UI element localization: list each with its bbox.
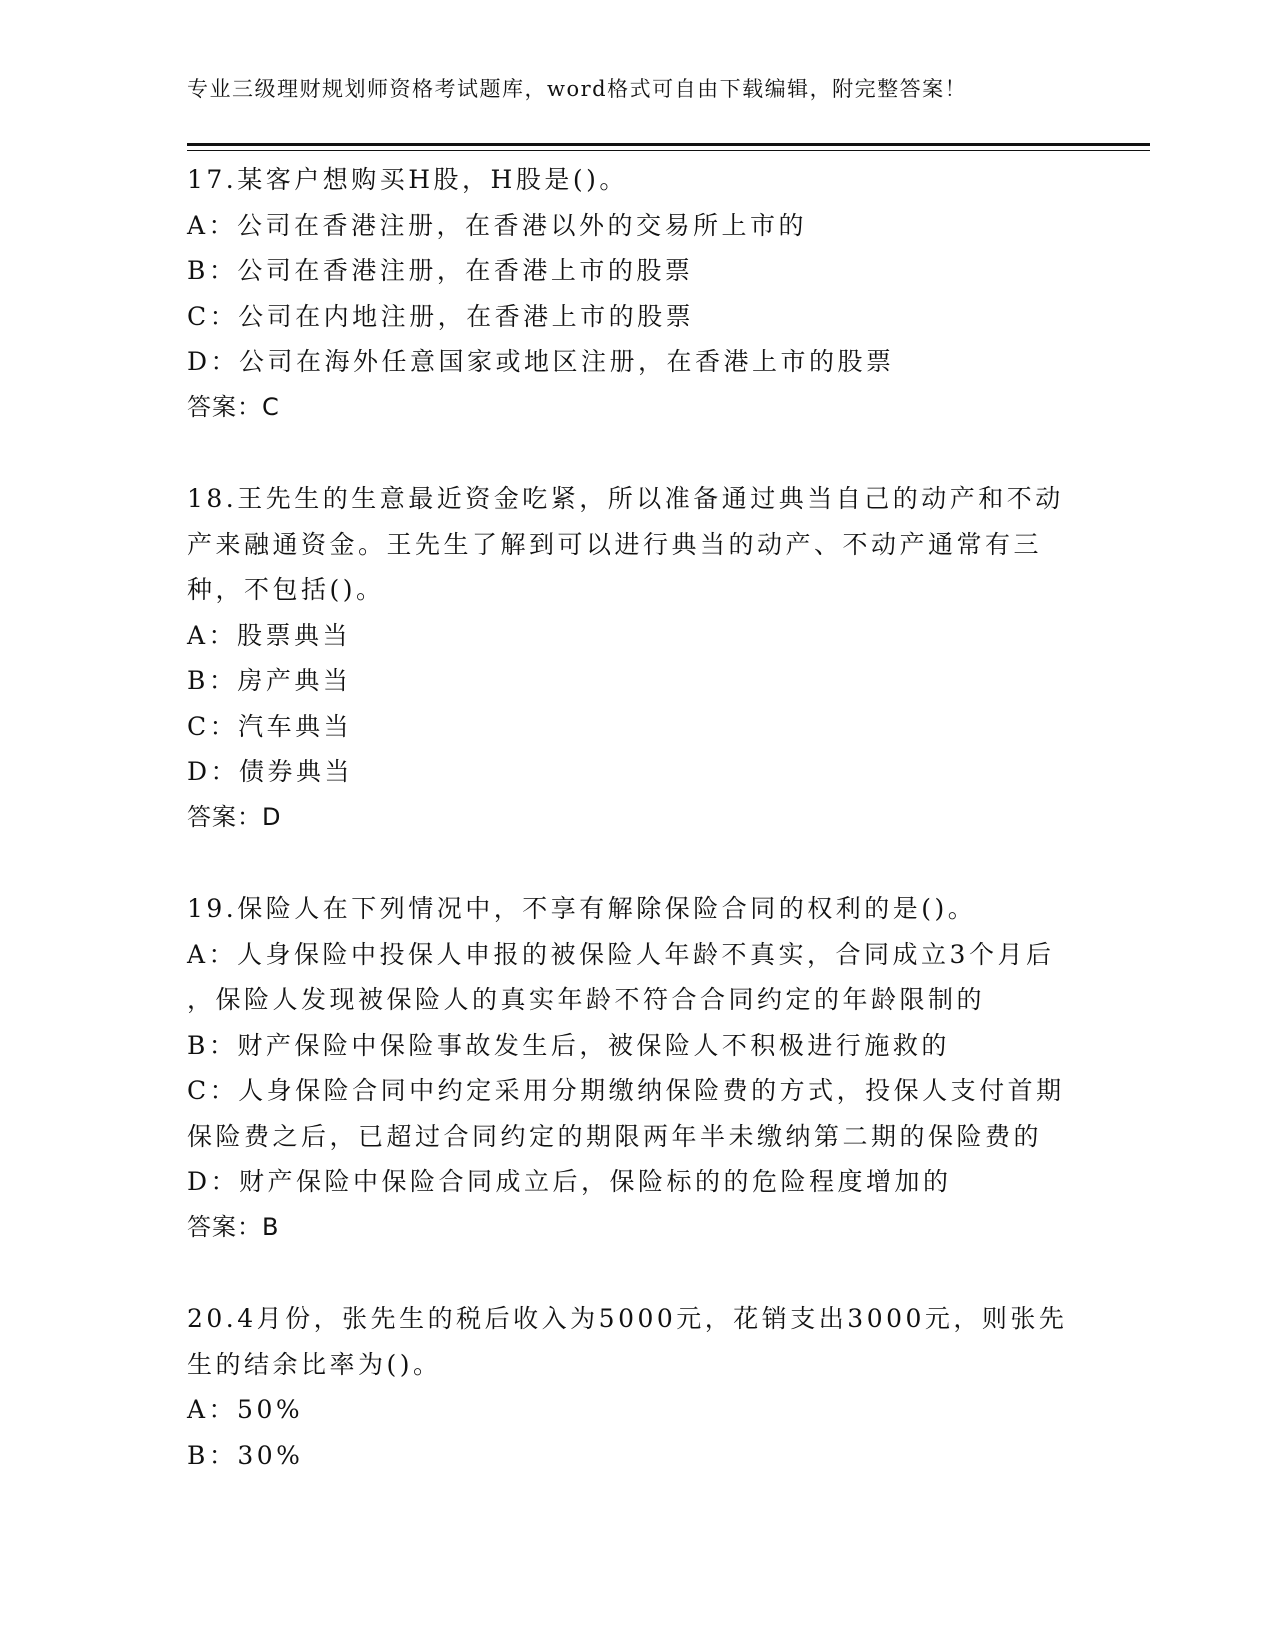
header-rule-thick [187,143,1150,146]
question-3 [187,886,1087,1250]
option-line: C：人身保险合同中约定采用分期缴纳保险费的方式，投保人支付首期 [187,1076,1065,1105]
question-stem-line: 产来融通资金。王先生了解到可以进行典当的动产、不动产通常有三 [187,529,1043,559]
option-line: B：房产典当 [187,666,352,695]
question-list [187,157,1087,1524]
option-line: D：债券典当 [187,757,354,786]
option-line: C：公司在内地注册，在香港上市的股票 [187,301,695,331]
answer-line: 答案：D [187,802,282,831]
question-stem-line: 18.王先生的生意最近资金吃紧，所以准备通过典当自己的动产和不动 [187,484,1064,513]
question-2 [187,476,1087,840]
question-stem-line: 生的结余比率为()。 [187,1349,442,1379]
option-line: C：汽车典当 [187,711,353,741]
header-rule-thin [187,150,1150,151]
option-line: ，保险人发现被保险人的真实年龄不符合合同约定的年龄限制的 [187,985,986,1014]
question-stem-line: 17.某客户想购买H股，H股是()。 [187,165,628,194]
answer-line: 答案：C [187,392,280,421]
option-line: A：股票典当 [187,620,352,650]
option-line: A：人身保险中投保人申报的被保险人年龄不真实，合同成立3个月后 [187,939,1055,969]
page-header: 专业三级理财规划师资格考试题库，word格式可自由下载编辑，附完整答案！ [187,77,968,101]
question-4 [187,1296,1087,1478]
question-stem-line: 种，不包括()。 [187,575,385,604]
answer-line: 答案：B [187,1212,280,1241]
option-line: A：50% [187,1395,304,1424]
option-line: D：公司在海外任意国家或地区注册，在香港上市的股票 [187,347,895,376]
option-line: B：财产保险中保险事故发生后，被保险人不积极进行施救的 [187,1030,950,1060]
option-line: D：财产保险中保险合同成立后，保险标的的危险程度增加的 [187,1167,952,1196]
option-line: A：公司在香港注册，在香港以外的交易所上市的 [187,210,808,240]
question-stem-line: 19.保险人在下列情况中，不享有解除保险合同的权利的是()。 [187,894,977,923]
option-line: B：30% [187,1440,304,1470]
question-1 [187,157,1087,430]
option-line: B：公司在香港注册，在香港上市的股票 [187,256,694,285]
option-line: 保险费之后，已超过合同约定的期限两年半未缴纳第二期的保险费的 [187,1121,1043,1151]
question-stem-line: 20.4月份，张先生的税后收入为5000元，花销支出3000元，则张先 [187,1304,1068,1333]
